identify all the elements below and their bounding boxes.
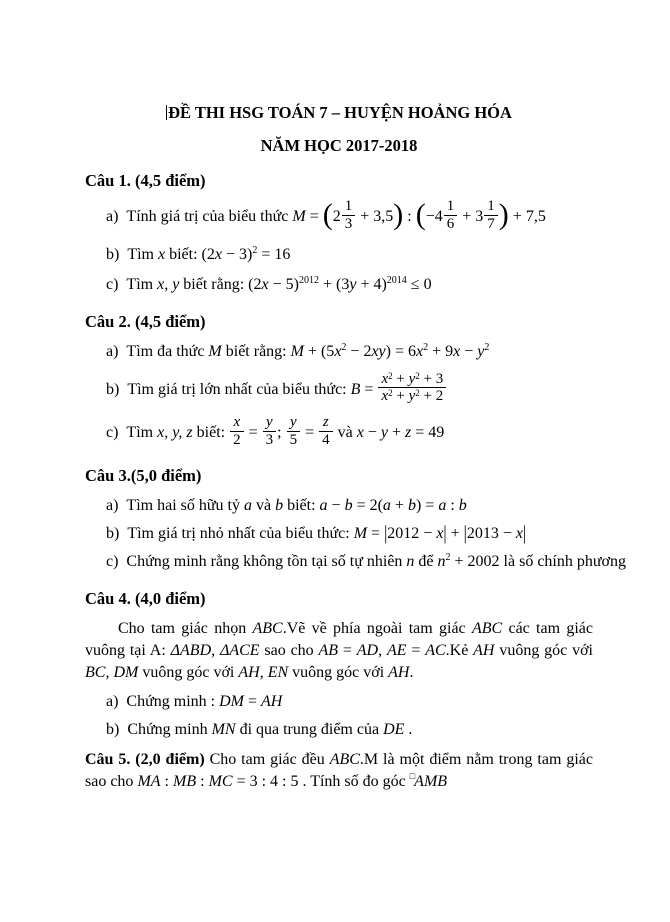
math-variable: x	[416, 342, 424, 360]
math-text: c) Chứng minh rằng không tồn tại số tự nhiên	[106, 552, 407, 570]
math-variable: x	[515, 524, 523, 542]
math-text: để	[414, 552, 438, 570]
math-text: + 3	[458, 207, 484, 225]
math-text: ;	[277, 424, 286, 442]
math-text: 1	[344, 198, 353, 214]
math-fraction	[377, 371, 447, 406]
math-variable: M	[292, 207, 306, 225]
math-text: và	[251, 496, 276, 514]
math-text: Cho tam giác đều	[209, 750, 330, 768]
math-variable: x	[261, 275, 269, 293]
math-text: + 2002 là số chính phương	[450, 552, 627, 570]
math-text: .Vẽ về phía ngoài tam giác	[282, 619, 472, 637]
math-exponent: 2	[388, 388, 393, 399]
math-text: + 9	[428, 342, 454, 360]
math-text: = 2(	[352, 496, 383, 514]
math-variable: x	[381, 388, 389, 405]
math-text: +	[446, 524, 464, 542]
math-variable: ABC	[329, 750, 360, 768]
math-text: :	[446, 496, 459, 514]
math-variable: AH	[388, 663, 410, 681]
cau3-item-c	[85, 551, 627, 574]
cau3-heading: Câu 3.(5,0 điểm)	[85, 465, 202, 485]
math-variable: a	[438, 496, 447, 514]
big-paren: (	[322, 198, 333, 232]
math-exponent: 2	[484, 341, 490, 353]
math-text: vuông góc với	[138, 663, 239, 681]
math-text: .Kẻ	[445, 641, 474, 659]
cau4-item-b	[85, 719, 593, 740]
math-text: a) Tính giá trị của biểu thức	[106, 207, 293, 225]
math-text: + (3	[318, 275, 350, 293]
cau1-heading: Câu 1. (4,5 điểm)	[85, 171, 206, 190]
math-text: biết:	[192, 424, 230, 442]
math-exponent: 2	[388, 370, 393, 381]
math-variable: b	[275, 496, 284, 514]
cau4-paragraph	[85, 618, 593, 684]
math-text: biết: (2	[165, 245, 215, 263]
section-cau5	[85, 749, 593, 794]
math-variable: M	[353, 524, 368, 542]
page-title	[85, 102, 593, 123]
math-variable: z	[404, 424, 412, 442]
math-text: .M là một điểm nằm trong tam giác sao cho	[85, 750, 593, 790]
math-text: =	[301, 424, 319, 442]
math-text: + 4)	[356, 275, 387, 293]
cau2-heading: Câu 2. (4,5 điểm)	[85, 311, 206, 331]
math-text: =	[360, 380, 378, 398]
angle-symbol: □	[409, 770, 416, 781]
math-exponent: 2	[423, 341, 429, 353]
abs-bar: |	[384, 522, 388, 544]
math-variable: BC	[85, 663, 106, 681]
math-variable: x	[334, 342, 342, 360]
math-text: 3	[344, 215, 353, 232]
math-text: biết rằng:	[221, 342, 291, 360]
math-text: ,	[378, 641, 387, 659]
math-text: −4	[425, 207, 443, 225]
cau4-item-a	[85, 691, 593, 712]
cau2-item-b	[85, 370, 593, 408]
math-variable: M	[208, 342, 222, 360]
math-exponent: 2012	[298, 274, 319, 286]
math-text: 1	[487, 198, 495, 214]
math-variable: x	[158, 245, 166, 263]
math-variable: ΔABD, ΔACE	[170, 641, 260, 659]
math-variable: y	[289, 414, 297, 431]
math-text: +	[390, 496, 408, 514]
math-text: biết rằng: (2	[179, 275, 262, 293]
math-variable: AH	[261, 692, 283, 710]
math-text: +	[387, 424, 405, 442]
math-text: 2	[332, 207, 341, 225]
math-variable: AE	[386, 641, 407, 659]
math-variable: x	[381, 370, 389, 387]
math-variable: b	[344, 496, 353, 514]
math-variable: x	[436, 524, 444, 542]
math-variable: a	[382, 496, 391, 514]
math-variable: AH	[473, 641, 495, 659]
math-text: +	[392, 388, 409, 405]
math-text: vuông góc với	[494, 641, 594, 659]
math-text: 1	[446, 198, 455, 214]
math-variable: y	[266, 414, 273, 431]
math-variable: DM	[219, 692, 244, 710]
math-text: =	[244, 424, 262, 442]
math-text: +	[392, 370, 409, 387]
abs-bar: |	[463, 522, 467, 544]
math-text: ,	[105, 663, 114, 681]
math-text: = 3 : 4 : 5 . Tính số đo góc	[232, 772, 410, 790]
math-variable: y	[380, 424, 388, 442]
math-text: − 5)	[268, 275, 299, 293]
math-text: 6	[446, 215, 455, 232]
math-variable: x	[214, 245, 222, 263]
math-variable: M	[290, 342, 304, 360]
math-variable: y	[408, 388, 416, 405]
math-variable: xy	[371, 342, 386, 360]
math-fraction	[262, 414, 278, 449]
math-text: vuông góc với	[288, 663, 389, 681]
math-exponent: 2014	[386, 274, 407, 286]
math-text: + 7,5	[508, 207, 546, 225]
math-exponent: 2	[445, 551, 451, 563]
cau1-item-b	[85, 244, 593, 267]
math-text: a) Chứng minh :	[106, 692, 220, 710]
math-variable: ABC	[252, 619, 283, 637]
math-variable: ABC	[471, 619, 503, 637]
math-fraction	[229, 414, 245, 449]
math-text: biết:	[283, 496, 320, 514]
math-variable: MB	[173, 772, 197, 790]
math-variable: z	[322, 414, 329, 431]
math-variable: x	[453, 342, 461, 360]
math-variable: x, y	[157, 275, 180, 293]
math-variable: EN	[267, 663, 289, 681]
math-variable: AH	[238, 663, 260, 681]
math-fraction	[286, 414, 302, 449]
math-text: a) Tìm hai số hữu tỷ	[106, 496, 244, 514]
math-text: − 3)	[221, 245, 253, 263]
math-variable: a	[319, 496, 328, 514]
math-text: ,	[259, 663, 268, 681]
math-exponent: 2	[252, 244, 258, 256]
math-text: 2012 −	[387, 524, 437, 542]
math-variable: n	[437, 552, 446, 570]
math-variable: y	[477, 342, 485, 360]
section-cau3	[85, 465, 627, 574]
math-text: b) Chứng minh	[106, 720, 212, 738]
math-text: 2013 −	[466, 524, 516, 542]
math-exponent: 2	[341, 341, 347, 353]
math-text: + 2	[419, 388, 444, 405]
math-variable: MC	[208, 772, 233, 790]
math-text: 2	[233, 431, 241, 448]
big-paren: (	[415, 198, 426, 232]
math-text: .	[409, 663, 414, 681]
math-text: :	[403, 207, 416, 225]
math-variable: DM	[113, 663, 139, 681]
math-text: − 2	[346, 342, 372, 360]
math-text: đi qua trung điểm của	[235, 720, 384, 738]
math-text: + (5	[303, 342, 335, 360]
math-text: −	[327, 496, 345, 514]
math-text: b) Tìm giá trị lớn nhất của biểu thức:	[106, 380, 351, 398]
math-variable: AC	[425, 641, 446, 659]
math-exponent: 2	[415, 370, 420, 381]
math-variable: y	[349, 275, 357, 293]
math-text: = 49	[411, 424, 445, 442]
math-text: c) Tìm	[106, 424, 158, 442]
page-title-text: ĐỀ THI HSG TOÁN 7 – HUYỆN HOẢNG HÓA	[168, 103, 512, 122]
math-variable: x	[233, 414, 241, 431]
math-text: −	[460, 342, 478, 360]
math-variable: n	[406, 552, 415, 570]
math-text: =	[406, 641, 426, 659]
section-cau2	[85, 312, 593, 451]
math-text: các tam giác vuông tại A:	[85, 619, 593, 659]
math-text: ≤ 0	[406, 275, 432, 293]
math-variable: DE	[383, 720, 405, 738]
math-text: .	[404, 720, 413, 738]
math-text: ) =	[415, 496, 439, 514]
math-variable: MN	[211, 720, 236, 738]
math-text: + 3,5	[356, 207, 394, 225]
math-variable: x, y, z	[157, 424, 193, 442]
math-fraction	[483, 198, 499, 233]
math-text: Cho tam giác nhọn	[118, 619, 253, 637]
math-variable: AB	[318, 641, 339, 659]
math-text: b) Tìm	[106, 245, 158, 263]
abs-bar: |	[523, 522, 527, 544]
math-text: sao cho	[259, 641, 319, 659]
math-variable: AMB	[414, 772, 448, 790]
math-variable: AD	[356, 641, 379, 659]
cau2-item-c	[85, 416, 593, 451]
math-variable: B	[350, 380, 361, 398]
big-paren: )	[393, 198, 404, 232]
cau3-item-a	[85, 495, 593, 516]
cau4-heading: Câu 4. (4,0 điểm)	[85, 588, 206, 608]
math-text: a) Tìm đa thức	[106, 342, 209, 360]
math-fraction	[341, 198, 357, 233]
math-text: 4	[322, 431, 330, 448]
math-text: =	[367, 524, 385, 542]
math-variable: x	[356, 424, 364, 442]
document-content	[85, 102, 627, 801]
cau2-item-a	[85, 341, 593, 364]
math-text: =	[338, 641, 357, 659]
math-text: b) Tìm giá trị nhỏ nhất của biểu thức:	[106, 524, 354, 542]
math-text: 7	[487, 215, 495, 232]
section-cau1	[85, 171, 593, 297]
math-text: = 16	[257, 245, 291, 263]
math-variable: b	[458, 496, 467, 514]
cau3-item-b	[85, 523, 593, 544]
math-exponent: 2	[415, 388, 420, 399]
math-text: =	[244, 692, 262, 710]
big-paren: )	[498, 198, 509, 232]
math-variable: a	[243, 496, 252, 514]
math-text: −	[363, 424, 381, 442]
cau5-paragraph	[85, 749, 593, 794]
page-subtitle: NĂM HỌC 2017-2018	[260, 136, 418, 155]
bold-text: Câu 5. (2,0 điểm)	[85, 750, 210, 768]
cau1-item-c	[85, 274, 593, 297]
math-variable: y	[408, 370, 416, 387]
math-fraction	[443, 198, 459, 233]
math-variable: MA	[137, 772, 161, 790]
section-cau4	[85, 589, 593, 740]
math-text: 3	[265, 431, 274, 448]
math-text: ) = 6	[385, 342, 417, 360]
math-text: :	[196, 772, 209, 790]
math-text: :	[160, 772, 173, 790]
math-variable: b	[407, 496, 416, 514]
math-text: và	[333, 424, 357, 442]
text-cursor-artifact	[166, 105, 167, 120]
abs-bar: |	[443, 522, 447, 544]
math-text: =	[305, 207, 323, 225]
math-text: + 3	[419, 370, 444, 387]
math-text: 5	[289, 431, 298, 448]
math-fraction	[318, 414, 334, 449]
math-text: c) Tìm	[106, 275, 158, 293]
cau1-item-a	[85, 200, 593, 235]
